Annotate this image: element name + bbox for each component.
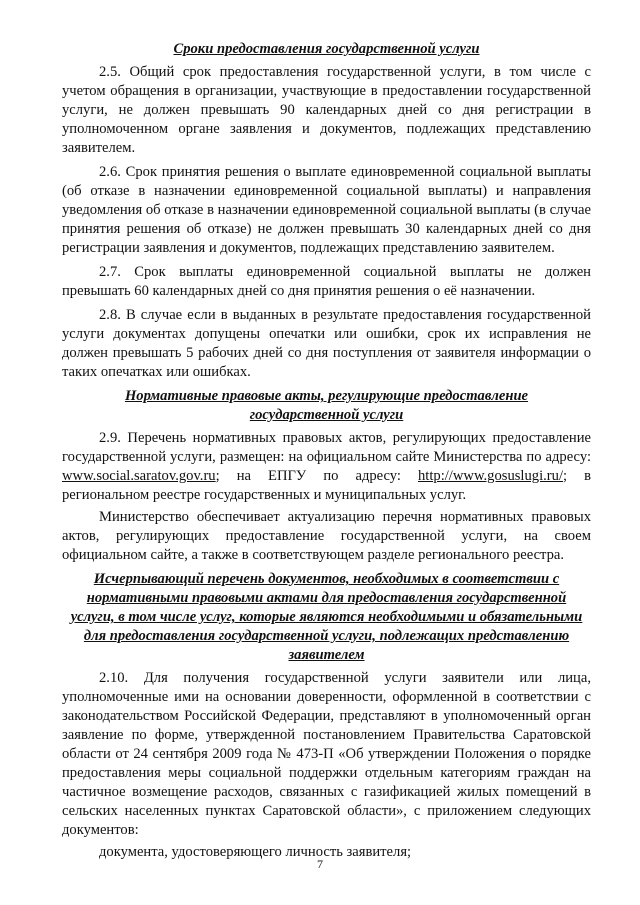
paragraph-id-document: документа, удостоверяющего личность заявителя; bbox=[99, 844, 412, 860]
section-heading-legal-acts bbox=[62, 387, 591, 425]
paragraph-ministry-updates: Министерство обеспечивает актуализацию перечня нормативных правовых актов, регулирующих предоставление государственной услуги, на своем официальном сайте, а также в соответствующем разделе регионального реестра. bbox=[62, 509, 591, 563]
section-heading-legal-acts-line1: Нормативные правовые акты, регулирующие предоставление bbox=[124, 388, 529, 404]
section-heading-deadlines: Сроки предоставления государственной услуги bbox=[173, 41, 480, 57]
paragraph-2-8: 2.8. В случае если в выданных в результате предоставления государственной услуги документах допущены опечатки или ошибки, срок их исправления не должен превышать 5 рабочих дней со дня поступления от заявителя информации о таких опечатках или ошибках. bbox=[62, 307, 591, 380]
section-heading-legal-acts-line2: государственной услуги bbox=[249, 407, 404, 423]
section-heading-documents bbox=[62, 570, 591, 665]
paragraph-2-7: 2.7. Срок выплаты единовременной социальной выплаты не должен превышать 60 календарных дней со дня принятия решения о её назначении. bbox=[62, 264, 591, 299]
section-heading-documents-line2: нормативными правовыми актами для предоставления государственной bbox=[86, 590, 567, 606]
ministry-site-link[interactable]: www.social.saratov.gov.ru bbox=[62, 468, 216, 484]
paragraph-2-9-part3: ; в региональном реестре государственных и муниципальных услуг. bbox=[62, 468, 591, 503]
section-heading-documents-line1: Исчерпывающий перечень документов, необходимых в соответствии с bbox=[93, 571, 560, 587]
paragraph-2-9-part1: 2.9. Перечень нормативных правовых актов, регулирующих предоставление государственной услуги, размещен: на официальном сайте Министерства по адресу: bbox=[62, 430, 591, 465]
paragraph-2-10: 2.10. Для получения государственной услуги заявители или лица, уполномоченные ими на основании доверенности, оформленной в соответствии с законодательством Российской Федерации, представляют в уполномоченный орган заявление по форме, утвержденной постановлением Правительства Саратовской области от 24 сентября 2009 года № 473-П «Об утверждении Положения о порядке предоставления меры социальной поддержки отдельным категориям граждан на частичное возмещение расходов, связанных с газификацией жилых помещений в сельских населенных пунктах Саратовской области», с приложением следующих документов: bbox=[62, 670, 591, 838]
section-heading-documents-line5: заявителем bbox=[288, 647, 365, 663]
paragraph-2-9-part2: ; на ЕПГУ по адресу: bbox=[215, 468, 401, 484]
document-page bbox=[62, 40, 591, 867]
section-heading-documents-line4: для предоставления государственной услуги, подлежащих представлению bbox=[83, 628, 570, 644]
epgu-link[interactable]: http://www.gosuslugi.ru/ bbox=[418, 468, 563, 484]
page-number: 7 bbox=[317, 857, 323, 871]
section-heading-documents-line3: услуги, в том числе услуг, которые являются необходимыми и обязательными bbox=[70, 609, 583, 625]
paragraph-2-9 bbox=[62, 429, 591, 505]
paragraph-2-6: 2.6. Срок принятия решения о выплате единовременной социальной выплаты (об отказе в назначении единовременной социальной выплаты) и направления уведомления об отказе в назначении единовременной социальной выплаты (в случае принятия решения об отказе) не должен превышать 30 календарных дней со дня регистрации заявления и документов, подлежащих представлению заявителем. bbox=[62, 164, 591, 256]
paragraph-2-5: 2.5. Общий срок предоставления государственной услуги, в том числе с учетом обращения в организации, участвующие в предоставлении государственной услуги, не должен превышать 90 календарных дней со дня регистрации в уполномоченном органе заявления и документов, подлежащих представлению заявителем. bbox=[62, 64, 591, 156]
